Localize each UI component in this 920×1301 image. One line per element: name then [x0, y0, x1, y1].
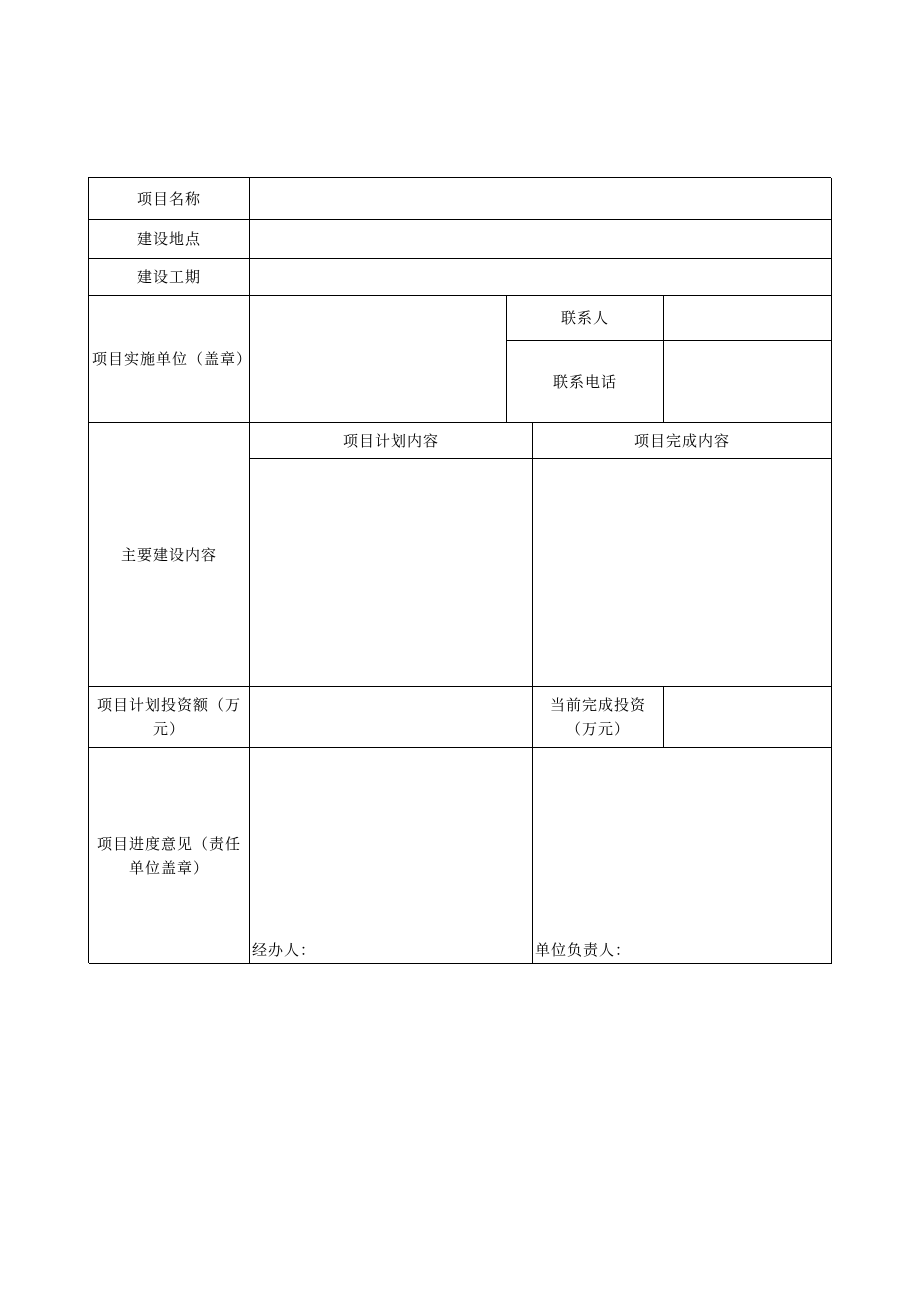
unit-label-text: 项目实施单位（盖章）: [92, 350, 253, 368]
phone-field[interactable]: [664, 341, 832, 423]
contact-label-text: 联系人: [560, 309, 609, 327]
main-content-label-text: 主要建设内容: [120, 545, 217, 564]
period-field[interactable]: [250, 259, 832, 296]
current-invest-label: [533, 687, 664, 748]
unit-field[interactable]: [250, 296, 507, 423]
progress-opinion-label: [89, 748, 250, 964]
done-content-header: [533, 423, 832, 459]
contact-field[interactable]: [664, 296, 832, 341]
phone-label: [507, 341, 664, 423]
period-label: [89, 259, 250, 296]
location-label: [89, 220, 250, 259]
location-field[interactable]: [250, 220, 832, 259]
unit-label: [89, 296, 253, 423]
done-content-field[interactable]: [533, 459, 832, 687]
plan-invest-label-text: 项目计划投资额（万元）: [96, 696, 241, 738]
phone-label-text: 联系电话: [552, 372, 617, 391]
handler-label: 经办人：: [252, 941, 317, 959]
project-name-label-text: 项目名称: [136, 189, 201, 208]
responsible-label: 单位负责人：: [535, 941, 632, 959]
location-label-text: 建设地点: [136, 230, 201, 248]
plan-content-header: [250, 423, 533, 459]
responsible-field[interactable]: [533, 748, 832, 964]
main-content-label: [89, 423, 250, 687]
plan-content-field[interactable]: [250, 459, 533, 687]
plan-invest-label: [89, 687, 250, 748]
contact-label: [507, 296, 664, 341]
project-name-field[interactable]: [250, 178, 832, 220]
period-label-text: 建设工期: [136, 268, 201, 286]
plan-invest-field[interactable]: [250, 687, 533, 748]
project-progress-form: [88, 177, 831, 963]
current-invest-label-text: 当前完成投资（万元）: [549, 696, 646, 738]
handler-field[interactable]: [250, 748, 533, 964]
plan-content-header-text: 项目计划内容: [342, 431, 439, 450]
current-invest-field[interactable]: [664, 687, 832, 748]
project-name-label: [89, 178, 250, 220]
done-content-header-text: 项目完成内容: [633, 431, 730, 450]
progress-opinion-label-text: 项目进度意见（责任单位盖章）: [96, 834, 241, 877]
